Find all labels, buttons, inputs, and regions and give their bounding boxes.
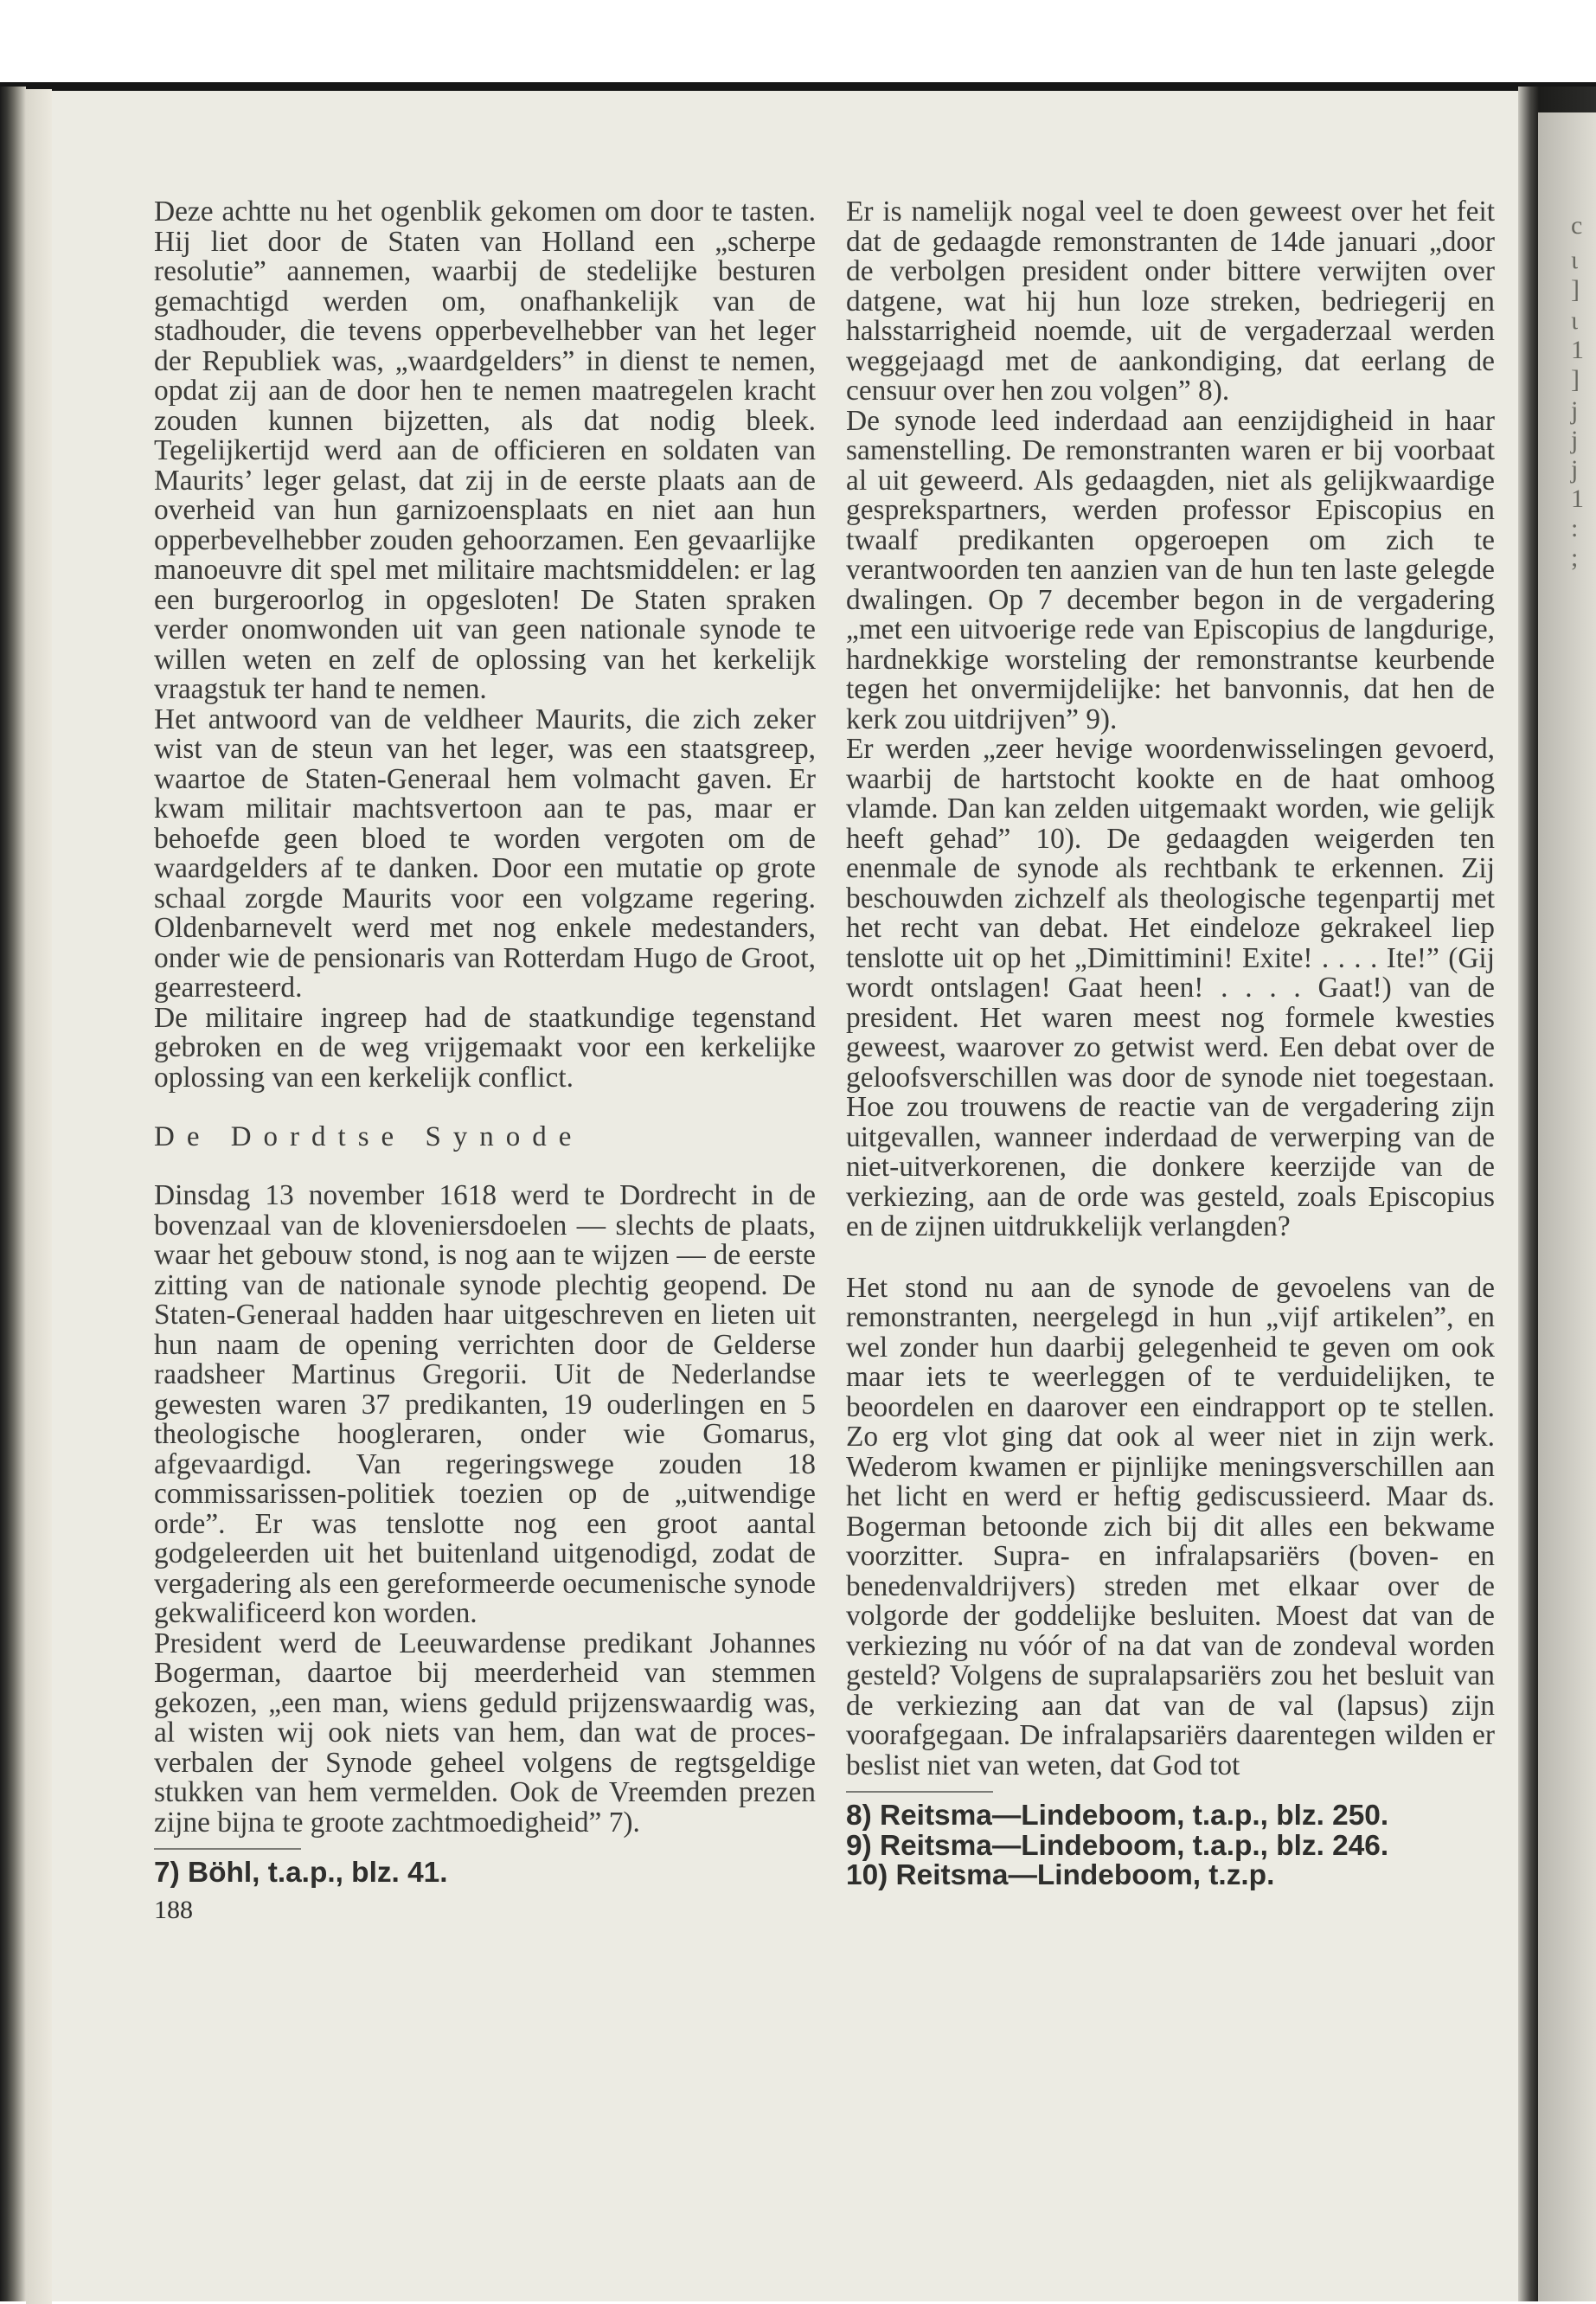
next-page-char: ι	[1571, 306, 1579, 335]
footnote-rule	[846, 1791, 993, 1793]
next-page-char: ;	[1571, 543, 1579, 572]
paragraph: De synode leed inderdaad aan eenzijdigheid in haar samenstelling. De remonstranten waren er bij voorbaat al uit geweerd. Als gedaagden, niet als gelijkwaardige gesprekspartners, werden professor Episcopius en twaalf predikanten opgeroepen om zich te verantwoorden ten aanzien van de hun ten laste gelegde dwalingen. Op 7 december begon in de vergadering „met een uitvoerige rede van Episcopius de langdurige, hardnekkige worsteling der remonstrantse keurbende tegen het onvermijdelijke: het banvonnis, dat hen de kerk zou uitdrijven” 9).	[846, 404, 1495, 735]
section-heading: De Dordtse Synode	[154, 1121, 584, 1152]
next-page-char: 1	[1571, 336, 1584, 364]
footnote: 8) Reitsma—Lindeboom, t.a.p., blz. 250.	[846, 1800, 1389, 1832]
paragraph: Dinsdag 13 november 1618 werd te Dordrecht in de bovenzaal van de kloveniersdoelen — slechts de plaats, waar het gebouw stond, is nog aan te wijzen — de eerste zitting van de nationale synode plechtig geopend. De Staten-Generaal hadden haar uitgeschreven en lieten uit hun naam de opening verrichten door de Gelderse raadsheer Martinus Gregorii. Uit de Nederlandse gewesten waren 37 predikanten, 19 ouderlingen en 5 theologische hoogleraren, onder wie Gomarus, afgevaardigd. Van regeringswege zouden 18 commissarissen-politiek toezien op de „uitwendige orde”. Er was tenslotte nog een groot aantal godgeleerden uit het buitenland uitgenodigd, zodat de vergadering als een gereformeerde oecumenische synode gekwalificeerd kon worden.	[154, 1179, 816, 1629]
paragraph: Het antwoord van de veldheer Maurits, die zich zeker wist van de steun van het leger, was een staatsgreep, waartoe de Staten-Generaal hem volmacht gaven. Er kwam militair machtsvertoon aan te pas, maar er behoefde geen bloed te worden vergoten om de waardgelders af te danken. Door een mutatie op grote schaal zorgde Maurits voor een volgzame regering. Oldenbarnevelt werd met nog enkele medestanders, onder wie de pensionaris van Rotterdam Hugo de Groot, gearresteerd.	[154, 703, 816, 1004]
next-page-char: j	[1571, 426, 1579, 454]
footnote: 9) Reitsma—Lindeboom, t.a.p., blz. 246.	[846, 1829, 1389, 1862]
book-spine-shadow	[26, 89, 52, 2304]
book-left-edge	[0, 87, 26, 2301]
footnote: 10) Reitsma—Lindeboom, t.z.p.	[846, 1859, 1275, 1891]
paragraph: President werd de Leeuwardense predikant Johannes Bogerman, daartoe bij meerderheid van stemmen gekozen, „een man, wiens geduld prijzenswaardig was, al wisten wij ook niets van hem, dan wat de proces-verbalen der Synode geheel volgens de regtsgeldige stukken van hem vermelden. Ook de Vreemden prezen zijne bijna te groote zachtmoedigheid” 7).	[154, 1627, 816, 1839]
footnote: 7) Böhl, t.a.p., blz. 41.	[154, 1857, 448, 1889]
paragraph: Het stond nu aan de synode de gevoelens van de remonstranten, neergelegd in hun „vijf artikelen”, en wel zonder hun daarbij gelegenheid te geven om ook maar iets te weerleggen of te verduidelijken, te beoordelen en daarover een eindrapport op te stellen. Zo erg vlot ging dat ook al weer niet in zijn werk. Wederom kwamen er pijnlijke meningsverschillen aan het licht en werd er heftig gediscussieerd. Maar ds. Bogerman betoonde zich bij dit alles een bekwame voorzitter. Supra- en infralapsariërs (boven- en benedenvaldrijvers) streden met elkaar over de volgorde der goddelijke besluiten. Moest dat van de verkiezing nu vóór of na dat van de zondeval worden gesteld? Volgens de supralapsariërs zou het besluit van de verkiezing aan dat van de val (lapsus) zijn voorafgegaan. De infralapsariërs daarentegen wilden er beslist niet van weten, dat God tot	[846, 1271, 1495, 1781]
next-page-char: ]	[1571, 275, 1580, 304]
paragraph: Er werden „zeer hevige woordenwisselingen gevoerd, waarbij de hartstocht kookte en de haat omhoog vlamde. Dan kan zelden uitgemaakt worden, wie gelijk heeft gehad” 10). De gedaagden weigerden ten enenmale de synode als rechtbank te erkennen. Zij beschouwden zichzelf als theologische tegenpartij met het recht van debat. Het eindeloze gekrakeel liep tenslotte uit op het „Dimittimini! Exite! . . . . Ite!” (Gij wordt ontslagen! Gaat heen! . . . . Gaat!) van de president. Het waren meest nog formele kwesties geweest, waarover zo getwist werd. Een debat over de geloofsverschillen was door de synode niet toegestaan. Hoe zou trouwens de reactie van de vergadering zijn uitgevallen, wanneer inderdaad de verwerping van de niet-uitverkorenen, die donkere keerzijde van de verkiezing, aan de orde was gesteld, zoals Episcopius en de zijnen uitdrukkelijk verlangden?	[846, 733, 1495, 1242]
next-page-char: j	[1571, 396, 1579, 425]
right-column	[846, 197, 1495, 1891]
paragraph: Er is namelijk nogal veel te doen geweest over het feit dat de gedaagde remonstranten de 14de januari „door de verbolgen president onder bittere verwijten over datgene, wat hij hun loze streken, bedriegerij en halsstarrigheid noemde, uit de vergaderzaal werden weggejaagd met de aankondiging, dat eerlang de censuur over hen zou volgen” 8).	[846, 196, 1495, 407]
paragraph: De militaire ingreep had de staatkundige tegenstand gebroken en de weg vrijgemaakt voor een kerkelijke oplossing van een kerkelijk conflict.	[154, 1001, 816, 1094]
footnote-rule	[154, 1848, 301, 1850]
page-number: 188	[154, 1895, 193, 1924]
next-page-edge	[1538, 112, 1596, 2301]
top-margin	[0, 0, 1596, 82]
next-page-char: c	[1571, 211, 1583, 240]
paragraph: Deze achtte nu het ogenblik gekomen om door te tasten. Hij liet door de Staten van Holland een „scherpe resolutie” aannemen, waarbij de stedelijke besturen gemachtigd werden om, onafhankelijk van de stadhouder, die tevens opperbevelhebber van het leger der Republiek was, „waardgelders” in dienst te nemen, opdat zij aan de door hen te nemen maatregelen kracht zouden kunnen bijzetten, als dat nodig bleek. Tegelijkertijd werd aan de officieren en soldaten van Maurits’ leger gelast, dat zij in de eerste plaats aan de overheid van hun garnizoensplaats en niet aan hun opperbevelhebber zouden gehoorzamen. Een gevaarlijke manoeuvre dit spel met militaire machtsmiddelen: er lag een burgeroorlog in opgesloten! De Staten spraken verder onomwonden uit van geen nationale synode te willen weten en zelf de oplossing van het kerkelijk vraagstuk ter hand te nemen.	[154, 196, 816, 705]
next-page-char: ]	[1571, 365, 1580, 394]
next-page-char: 1	[1571, 485, 1584, 513]
left-column	[154, 197, 816, 1925]
next-page-char: :	[1571, 514, 1579, 542]
next-page-char: j	[1571, 455, 1579, 484]
next-page-char: ι	[1571, 246, 1579, 274]
